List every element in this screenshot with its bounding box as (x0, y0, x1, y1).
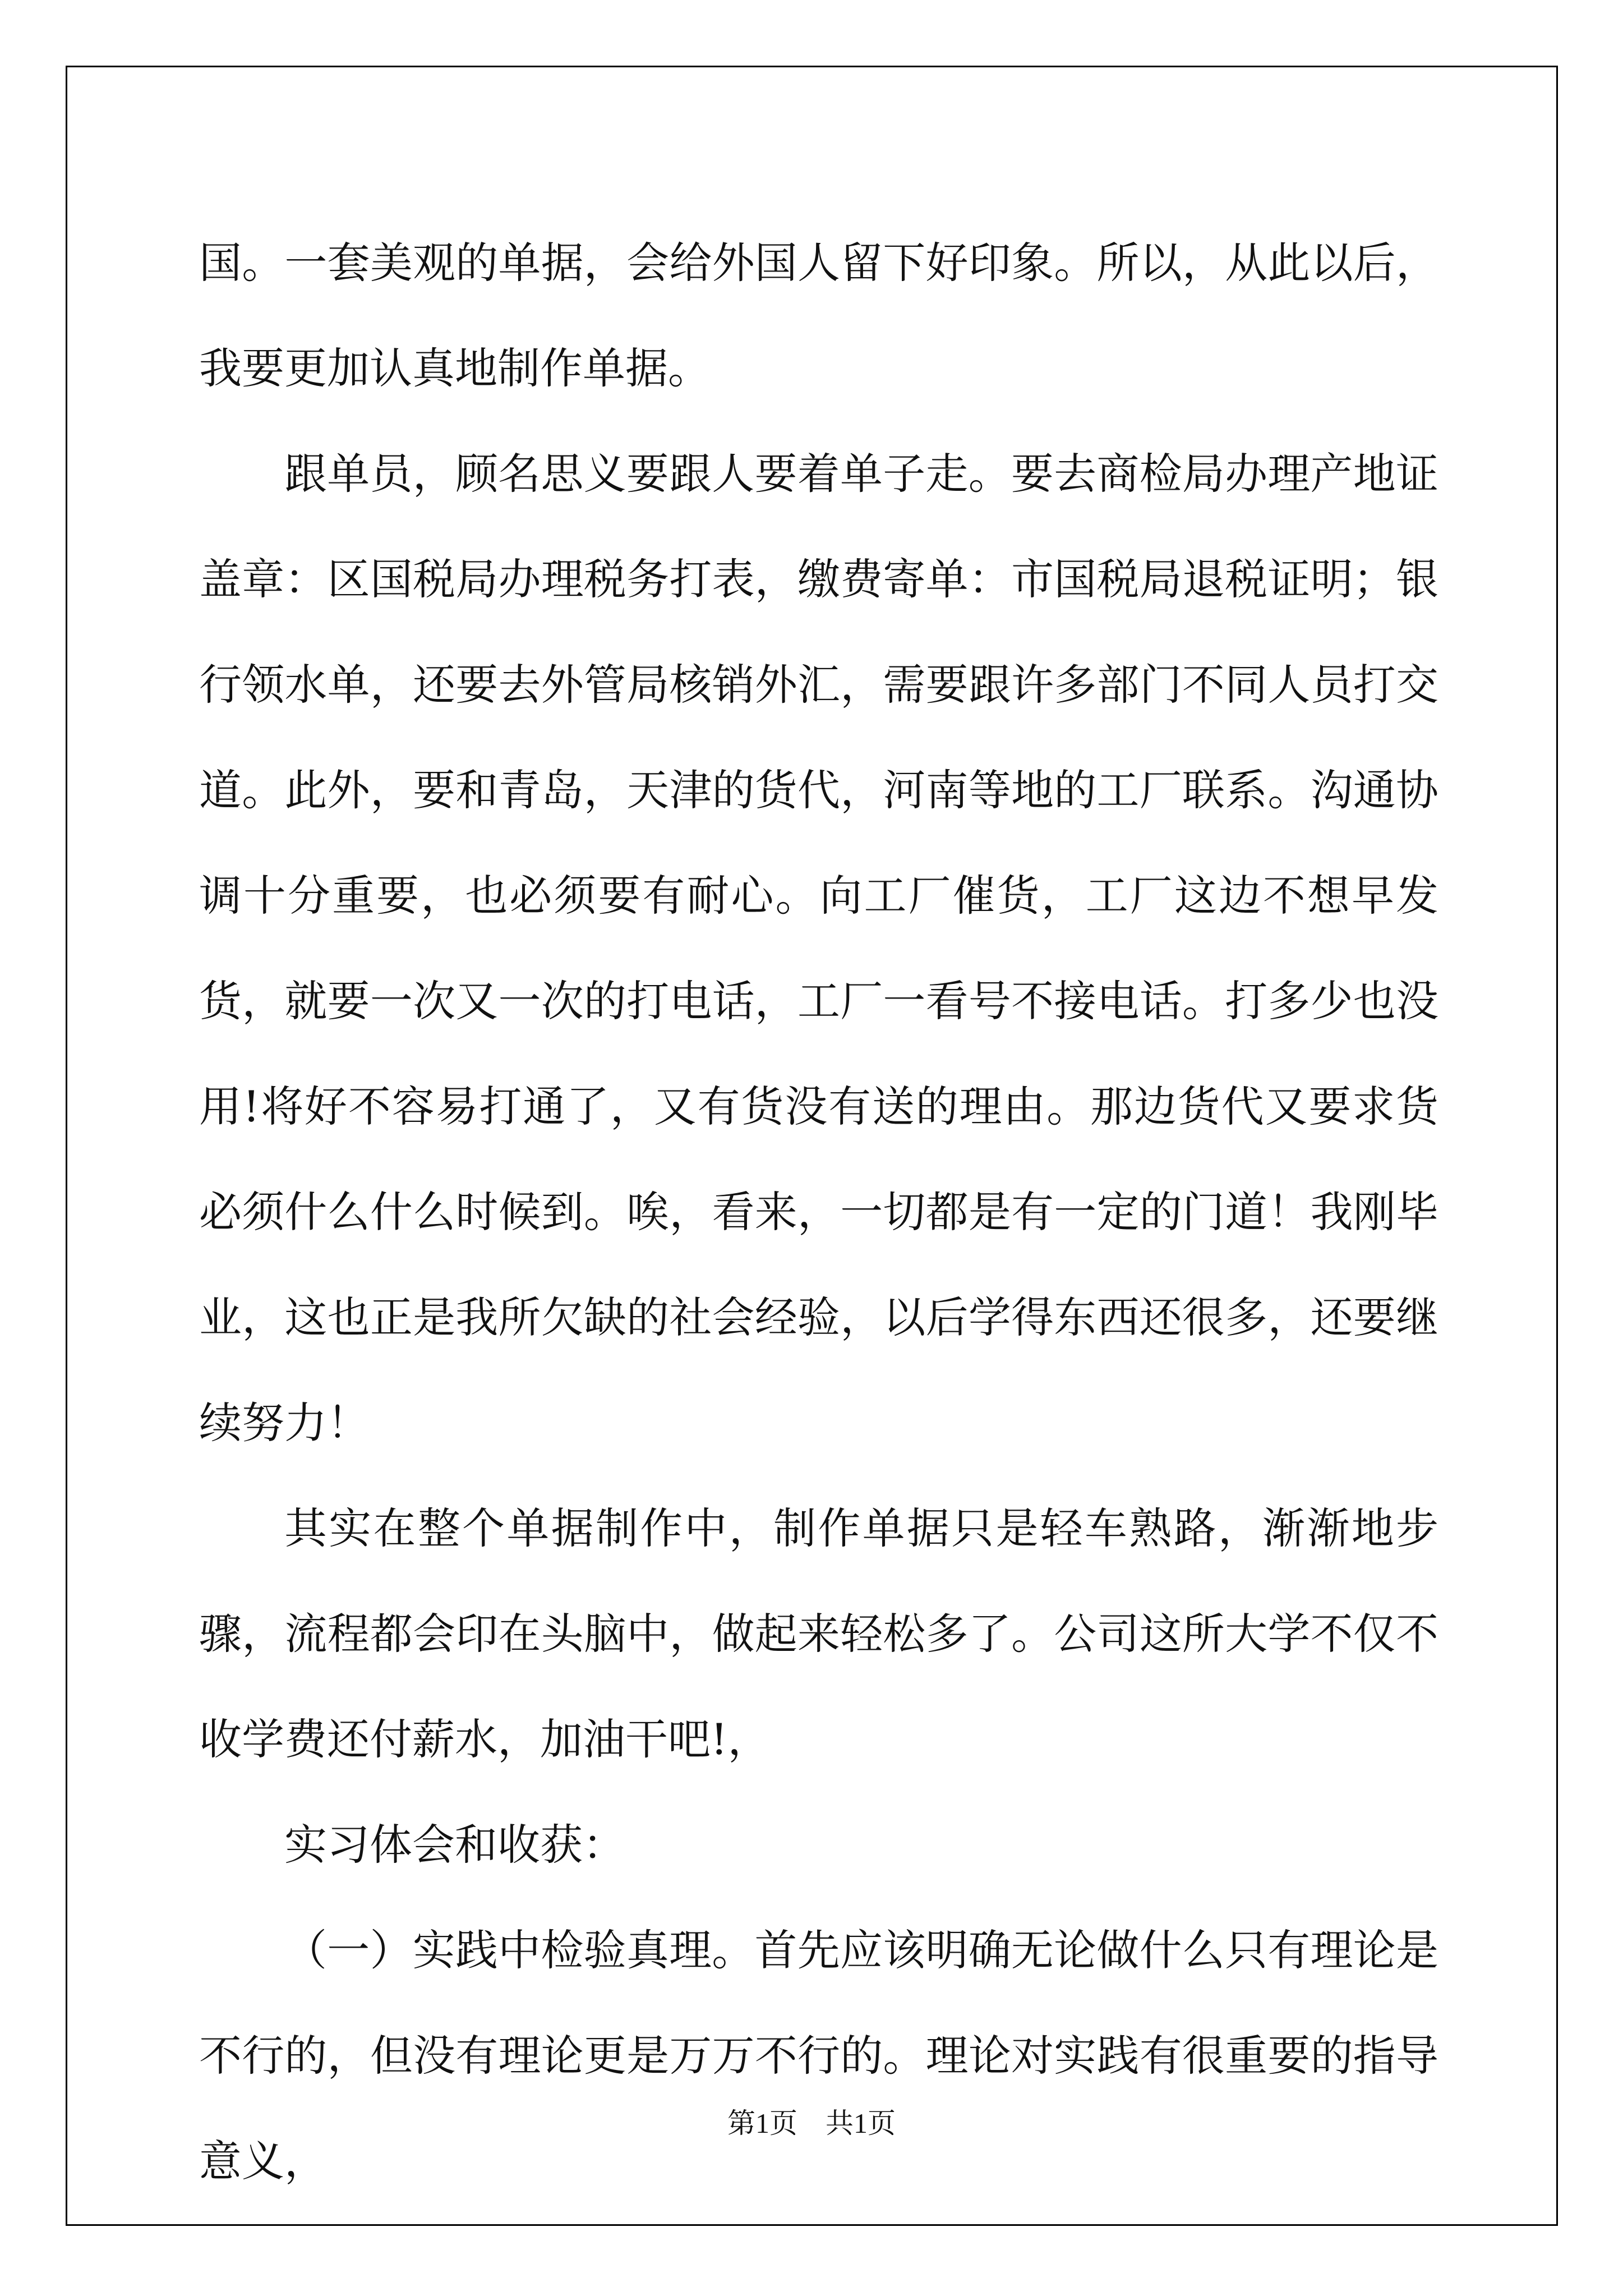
paragraph-5: （一）实践中检验真理。首先应该明确无论做什么只有理论是不行的，但没有理论更是万万不行的。理论对实践有很重要的指导意义， (199, 1925, 1438, 2186)
page-number: 第1页 (727, 2108, 797, 2139)
paragraph-1: 国。一套美观的单据，会给外国人留下好印象。所以，从此以后，我要更加认真地制作单据。 (199, 238, 1438, 393)
paragraph-3: 其实在整个单据制作中，制作单据只是轻车熟路，渐渐地步骤，流程都会印在头脑中，做起来轻松多了。公司这所大学不仅不收学费还付薪水，加油干吧!， (199, 1503, 1438, 1764)
paragraph-4: 实习体会和收获： (284, 1820, 625, 1870)
page-total: 共1页 (826, 2108, 896, 2139)
document-body (199, 210, 1438, 2214)
page-footer (0, 2101, 1623, 2141)
paragraph-2: 跟单员，顾名思义要跟人要着单子走。要去商检局办理产地证盖章：区国税局办理税务打表，缴费寄单：市国税局退税证明；银行领水单，还要去外管局核销外汇，需要跟许多部门不同人员打交道。此外，要和青岛，天津的货代，河南等地的工厂联系。沟通协调十分重要，也必须要有耐心。向工厂催货，工厂这边不想早发货，就要一次又一次的打电话，工厂一看号不接电话。打多少也没用!将好不容易打通了，又有货没有送的理由。那边货代又要求货必须什么什么时候到。唉，看来，一切都是有一定的门道！我刚毕业，这也正是我所欠缺的社会经验，以后学得东西还很多，还要继续努力！ (199, 449, 1438, 1448)
